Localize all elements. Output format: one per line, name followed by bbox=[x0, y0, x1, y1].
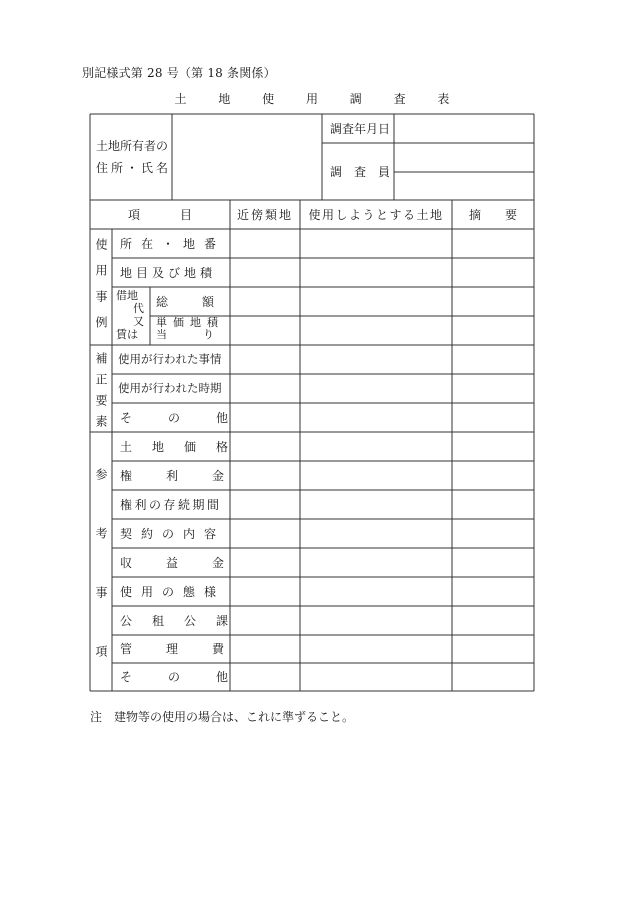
row-label-circumstance: 使用が行われた事情 bbox=[118, 351, 222, 366]
row-label-usage-mode: 使用の態様 bbox=[120, 584, 226, 599]
survey-date-label: 調査年月日 bbox=[330, 121, 391, 136]
document-title: 土 地 使 用 調 査 表 bbox=[174, 92, 464, 106]
owner-label-line1: 土地所有者の bbox=[96, 139, 169, 153]
group-correction: 補正要素 bbox=[94, 352, 108, 436]
form-reference: 別記様式第 28 号（第 18 条関係） bbox=[82, 66, 276, 80]
column-header-remarks: 摘要 bbox=[469, 207, 542, 222]
group-usage-example: 使用事例 bbox=[94, 238, 108, 342]
column-header-nearby: 近傍類地 bbox=[236, 207, 293, 222]
row-label-land-category: 地目及び地積 bbox=[120, 265, 217, 280]
row-label-total: 総額 bbox=[156, 294, 249, 309]
row-label-management: 管理費 bbox=[120, 642, 259, 656]
group-reference: 参考事項 bbox=[94, 468, 108, 704]
row-label-other-reference: その他 bbox=[120, 670, 265, 684]
row-label-rights-duration: 権利の存続期間 bbox=[120, 497, 222, 512]
row-label-unit: 単価地積 当り bbox=[156, 316, 250, 341]
column-header-target: 使用しようとする土地 bbox=[308, 207, 444, 222]
row-label-taxes: 公租公課 bbox=[120, 613, 249, 628]
row-label-rights-money: 権利金 bbox=[120, 468, 259, 483]
row-label-period: 使用が行われた時期 bbox=[118, 380, 222, 395]
row-label-other-correction: その他 bbox=[120, 410, 265, 425]
surveyor-label: 調査員 bbox=[330, 164, 403, 179]
owner-label bbox=[96, 139, 172, 184]
row-label-revenue: 収益金 bbox=[120, 555, 259, 570]
row-label-land-price: 土地価格 bbox=[120, 439, 249, 454]
column-header-item: 項目 bbox=[128, 207, 233, 222]
row-label-contract: 契約の内容 bbox=[120, 526, 226, 541]
rent-group-label: 借地 代 又 賃は bbox=[116, 289, 144, 341]
owner-label-line2: 住所・氏名 bbox=[96, 161, 172, 175]
row-label-location: 所在・地番 bbox=[120, 236, 226, 251]
footnote: 注 建物等の使用の場合は、これに準ずること。 bbox=[90, 710, 355, 724]
